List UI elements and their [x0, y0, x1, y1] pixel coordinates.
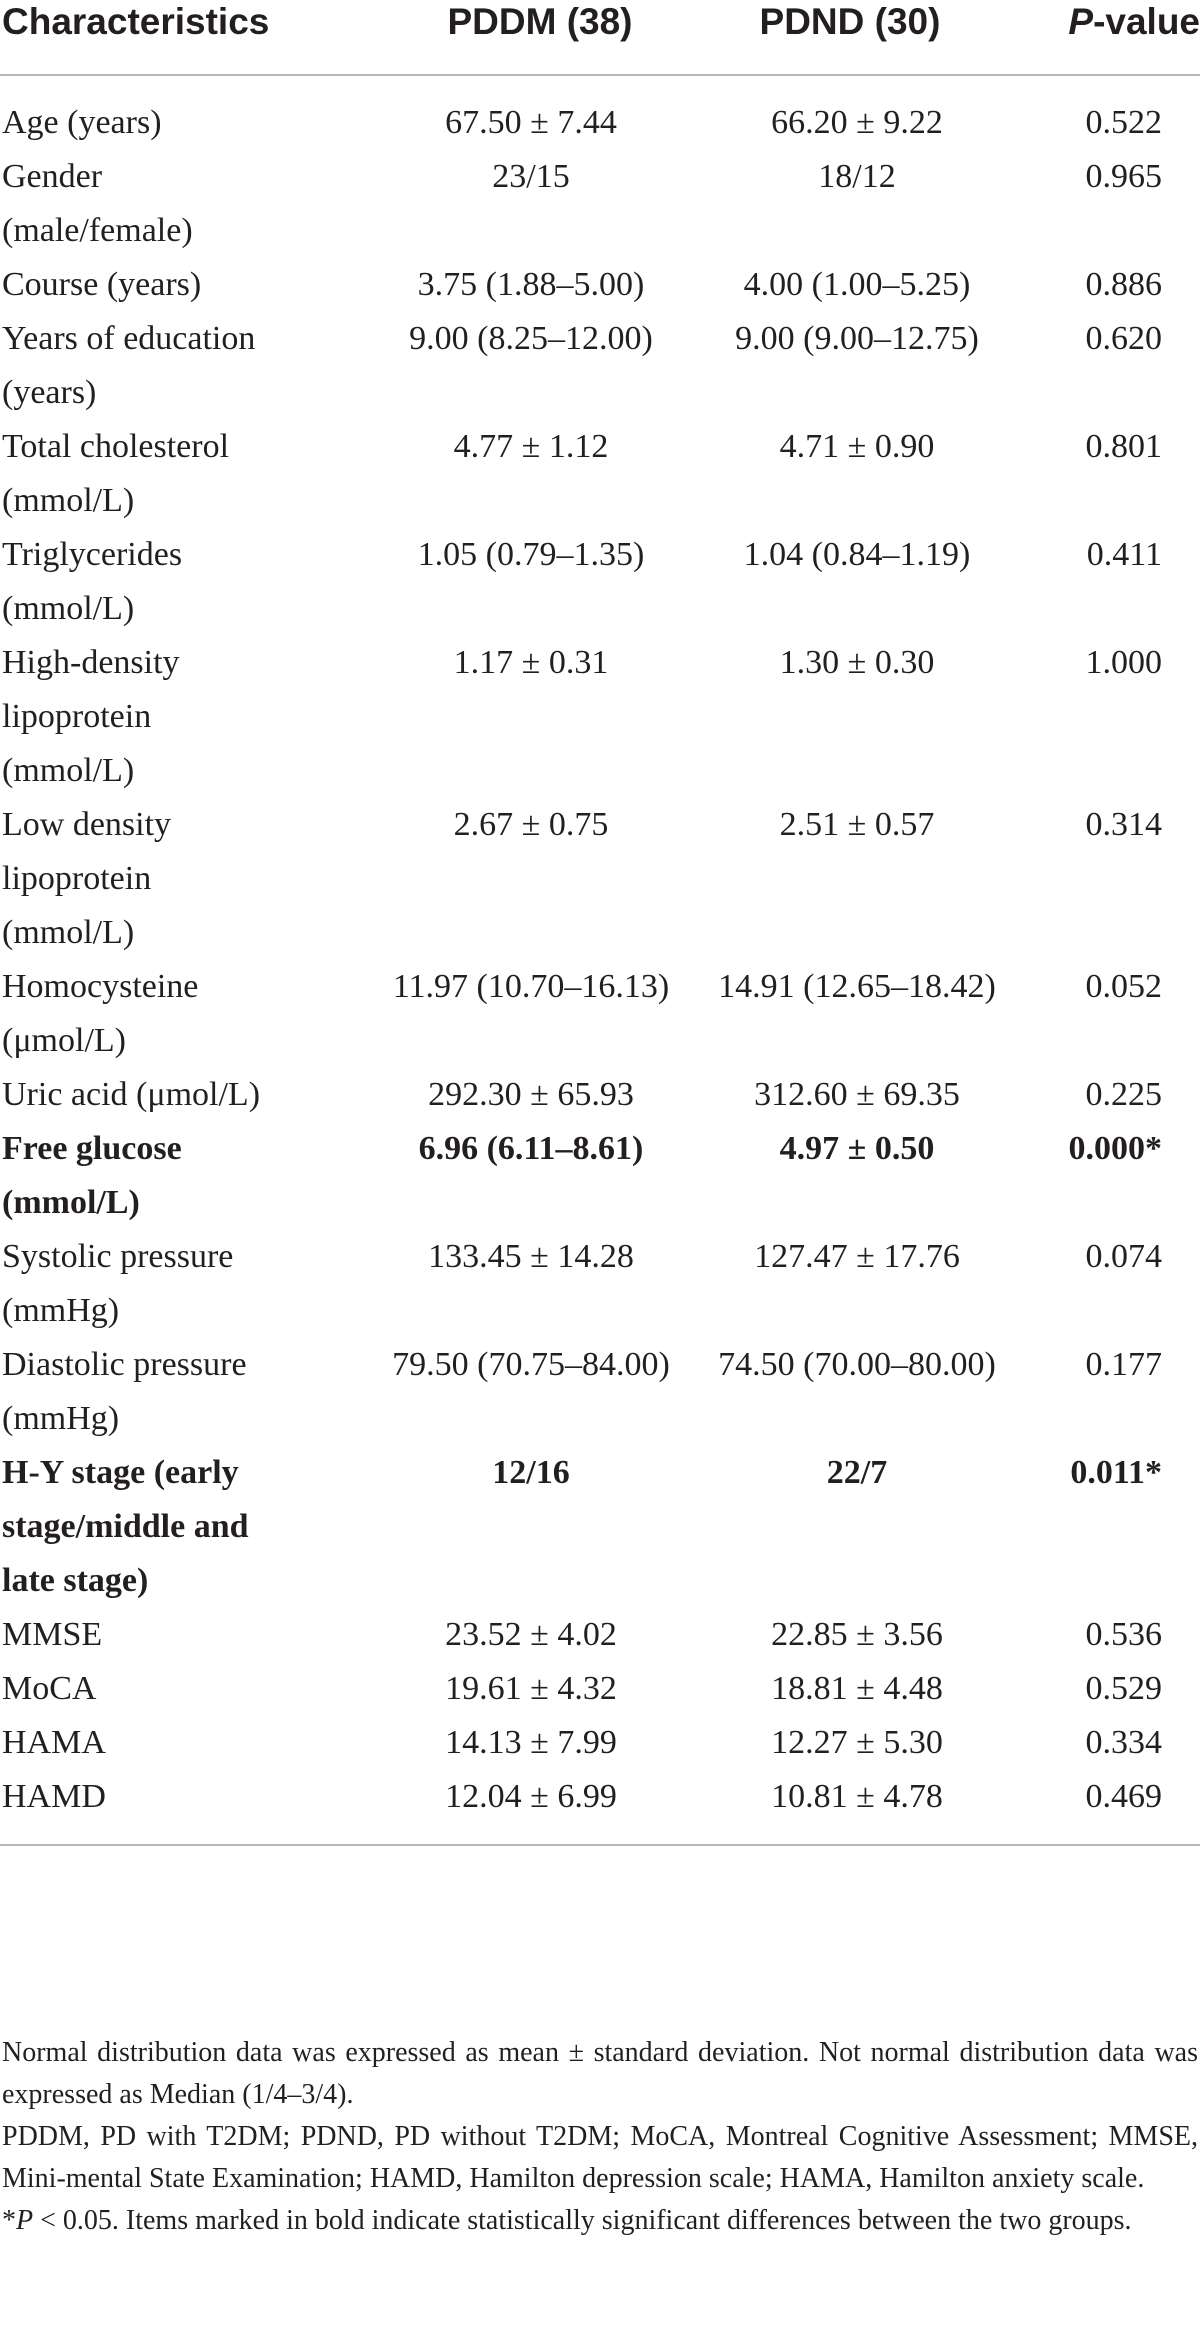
- row-label-line: MoCA: [2, 1670, 97, 1707]
- cell-pdnd: 66.20 ± 9.22: [771, 104, 943, 141]
- cell-p-value: 0.620: [1085, 320, 1162, 357]
- row-label-line: Free glucose: [2, 1130, 182, 1167]
- row-label: [0, 636, 384, 798]
- row-label-line: (mmol/L): [2, 1184, 140, 1221]
- cell-pddm: 3.75 (1.88–5.00): [417, 266, 645, 303]
- row-label: [0, 1230, 384, 1338]
- header-pdnd: PDND (30): [678, 0, 996, 75]
- table-row: [0, 1446, 1200, 1608]
- table-row: [0, 960, 1200, 1068]
- cell-pddm: 23/15: [492, 158, 570, 195]
- row-label-line: stage/middle and: [2, 1508, 249, 1545]
- table-row: [0, 75, 1200, 150]
- cell-pdnd: 1.30 ± 0.30: [779, 644, 935, 681]
- row-label: [0, 150, 384, 258]
- table-footnotes: [2, 2032, 1198, 2242]
- cell-p-value: 0.536: [1085, 1616, 1162, 1653]
- row-label-line: (mmol/L): [2, 590, 135, 627]
- row-label: [0, 528, 384, 636]
- cell-p-value: 0.522: [1085, 104, 1162, 141]
- cell-pddm: 12/16: [492, 1454, 570, 1491]
- row-label-line: Years of education: [2, 320, 256, 357]
- cell-p-value: 1.000: [1085, 644, 1162, 681]
- row-label: [0, 420, 384, 528]
- header-characteristics: Characteristics: [0, 0, 384, 75]
- row-label-line: (mmol/L): [2, 482, 135, 519]
- cell-pddm: 1.17 ± 0.31: [453, 644, 609, 681]
- cell-p-value: 0.000*: [1068, 1130, 1162, 1167]
- table-row: [0, 798, 1200, 960]
- cell-pddm: 133.45 ± 14.28: [428, 1238, 634, 1275]
- cell-pdnd: 14.91 (12.65–18.42): [718, 968, 996, 1005]
- footnote-star: *: [2, 2205, 16, 2236]
- cell-pddm: 67.50 ± 7.44: [445, 104, 617, 141]
- table-row: [0, 1338, 1200, 1446]
- table-row: [0, 1770, 1200, 1845]
- cell-p-value: 0.469: [996, 1770, 1200, 1845]
- table-row: [0, 1068, 1200, 1122]
- cell-p-value: 0.334: [1085, 1724, 1162, 1761]
- row-label: [0, 798, 384, 960]
- table-row: [0, 1662, 1200, 1716]
- row-label-line: Homocysteine: [2, 968, 199, 1005]
- row-label-line: (mmHg): [2, 1292, 120, 1329]
- cell-pdnd: 4.97 ± 0.50: [779, 1130, 935, 1167]
- row-label: [0, 1122, 384, 1230]
- cell-p-value: 0.314: [1085, 806, 1162, 843]
- cell-p-value: 0.529: [1085, 1670, 1162, 1707]
- cell-p-value: 0.052: [1085, 968, 1162, 1005]
- row-label-line: HAMD: [2, 1778, 106, 1815]
- table-row: [0, 312, 1200, 420]
- row-label: [0, 1446, 384, 1608]
- row-label-line: lipoprotein: [2, 698, 152, 735]
- cell-pddm: 11.97 (10.70–16.13): [392, 968, 670, 1005]
- cell-pddm: 1.05 (0.79–1.35): [417, 536, 645, 573]
- cell-pdnd: 10.81 ± 4.78: [678, 1770, 996, 1845]
- cell-p-value: 0.011*: [1070, 1454, 1162, 1491]
- row-label-line: H-Y stage (early: [2, 1454, 239, 1491]
- table-row: [0, 1716, 1200, 1770]
- table-row: [0, 420, 1200, 528]
- cell-pddm: 2.67 ± 0.75: [453, 806, 609, 843]
- header-p-rest: -value: [1093, 1, 1200, 42]
- row-label-line: (mmol/L): [2, 752, 135, 789]
- table-row: [0, 636, 1200, 798]
- row-label: [0, 1716, 384, 1770]
- header-row: [0, 0, 1200, 75]
- row-label-line: (mmHg): [2, 1400, 120, 1437]
- row-label: [0, 960, 384, 1068]
- row-label-line: Diastolic pressure: [2, 1346, 247, 1383]
- cell-pddm: 14.13 ± 7.99: [445, 1724, 617, 1761]
- footnote-significance: [2, 2200, 1198, 2242]
- table-row: [0, 1608, 1200, 1662]
- cell-pdnd: 9.00 (9.00–12.75): [735, 320, 979, 357]
- cell-pdnd: 1.04 (0.84–1.19): [743, 536, 971, 573]
- cell-pdnd: 22.85 ± 3.56: [771, 1616, 943, 1653]
- row-label: [0, 1662, 384, 1716]
- footnote-abbreviations: PDDM, PD with T2DM; PDND, PD without T2DM; MoCA, Montreal Cognitive Assessment; MMSE, Mini-mental State Examination; HAMD, Hamilton depression scale; HAMA, Hamilton anxiety scale.: [2, 2121, 1198, 2194]
- row-label-line: Systolic pressure: [2, 1238, 234, 1275]
- cell-p-value: 0.177: [1085, 1346, 1162, 1383]
- cell-pdnd: 127.47 ± 17.76: [754, 1238, 960, 1275]
- cell-pddm: 12.04 ± 6.99: [384, 1770, 678, 1845]
- row-label-line: late stage): [2, 1562, 149, 1599]
- cell-p-value: 0.225: [1085, 1076, 1162, 1113]
- cell-pdnd: 74.50 (70.00–80.00): [718, 1346, 996, 1383]
- row-label: [0, 1068, 384, 1122]
- cell-pdnd: 2.51 ± 0.57: [779, 806, 935, 843]
- row-label-line: Course (years): [2, 266, 202, 303]
- cell-p-value: 0.801: [1085, 428, 1162, 465]
- row-label-line: MMSE: [2, 1616, 103, 1653]
- row-label-line: Low density: [2, 806, 172, 843]
- table-row: [0, 528, 1200, 636]
- table-body: [0, 75, 1200, 1845]
- cell-pddm: 4.77 ± 1.12: [453, 428, 609, 465]
- cell-pdnd: 18/12: [818, 158, 896, 195]
- row-label: [0, 312, 384, 420]
- row-label-line: Uric acid (μmol/L): [2, 1076, 261, 1113]
- footnote-distribution: Normal distribution data was expressed as mean ± standard deviation. Not normal distribution data was expressed as Median (1/4–3/4).: [2, 2037, 1198, 2110]
- row-label-line: HAMA: [2, 1724, 106, 1761]
- table-row: [0, 1122, 1200, 1230]
- cell-pddm: 23.52 ± 4.02: [445, 1616, 617, 1653]
- row-label-line: (years): [2, 374, 97, 411]
- row-label-line: (mmol/L): [2, 914, 135, 951]
- row-label: [0, 75, 384, 150]
- cell-p-value: 0.886: [1085, 266, 1162, 303]
- cell-pdnd: 12.27 ± 5.30: [771, 1724, 943, 1761]
- table-row: [0, 1230, 1200, 1338]
- header-p-value: [996, 0, 1200, 75]
- cell-p-value: 0.965: [1085, 158, 1162, 195]
- row-label: [0, 258, 384, 312]
- row-label-line: Triglycerides: [2, 536, 183, 573]
- header-p-italic: P: [1068, 1, 1094, 42]
- row-label-line: Gender: [2, 158, 103, 195]
- footnote-p-italic: P: [16, 2205, 34, 2236]
- row-label-line: lipoprotein: [2, 860, 152, 897]
- row-label: [0, 1608, 384, 1662]
- row-label: [0, 1338, 384, 1446]
- cell-pddm: 79.50 (70.75–84.00): [392, 1346, 670, 1383]
- cell-p-value: 0.411: [1086, 536, 1162, 573]
- table-header: [0, 0, 1200, 75]
- footnote-significance-text: < 0.05. Items marked in bold indicate statistically significant differences between the two groups.: [33, 2205, 1132, 2236]
- header-pddm: PDDM (38): [384, 0, 678, 75]
- cell-pdnd: 312.60 ± 69.35: [754, 1076, 960, 1113]
- cell-pddm: 6.96 (6.11–8.61): [418, 1130, 644, 1167]
- cell-pdnd: 4.00 (1.00–5.25): [743, 266, 971, 303]
- row-label-line: High-density: [2, 644, 180, 681]
- table-row: [0, 150, 1200, 258]
- cell-pdnd: 4.71 ± 0.90: [779, 428, 935, 465]
- row-label-line: Total cholesterol: [2, 428, 230, 465]
- cell-pddm: 19.61 ± 4.32: [445, 1670, 617, 1707]
- cell-pdnd: 22/7: [826, 1454, 888, 1491]
- row-label: [0, 1770, 384, 1845]
- cell-p-value: 0.074: [1085, 1238, 1162, 1275]
- row-label-line: (male/female): [2, 212, 193, 249]
- cell-pddm: 292.30 ± 65.93: [428, 1076, 634, 1113]
- cell-pddm: 9.00 (8.25–12.00): [409, 320, 653, 357]
- row-label-line: (μmol/L): [2, 1022, 126, 1059]
- row-label-line: Age (years): [2, 104, 162, 141]
- table-row: [0, 258, 1200, 312]
- cell-pdnd: 18.81 ± 4.48: [771, 1670, 943, 1707]
